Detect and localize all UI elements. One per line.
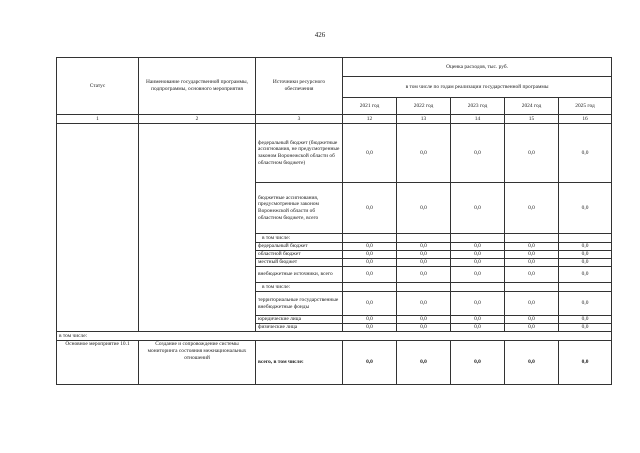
value-cell: 0,0 [505,251,559,259]
header-year: 2024 год [505,98,559,115]
col-number: 1 [57,115,139,124]
column-number-row [57,115,612,124]
source-cell: физические лица [256,324,343,332]
value-cell [559,283,612,292]
header-year: 2022 год [397,98,451,115]
value-cell: 0,0 [505,243,559,251]
value-cell [397,283,451,292]
value-cell: 0,0 [397,251,451,259]
source-cell: территориальные государственные внебюджетные фонды [256,292,343,316]
source-cell: бюджетные ассигнования, предусмотренные законом Воронежской области об областном бюджете, всего [256,183,343,234]
name-cell-empty [139,124,256,332]
value-cell: 0,0 [397,183,451,234]
value-cell: 0,0 [505,341,559,385]
header-name: Наименование государственной программы, подпрограммы, основного мероприятия [139,58,256,115]
header-year: 2021 год [343,98,397,115]
value-cell: 0,0 [451,243,505,251]
subheader-label: в том числе: [57,332,612,341]
source-cell: местный бюджет [256,259,343,267]
value-cell: 0,0 [397,316,451,324]
value-cell: 0,0 [397,292,451,316]
budget-table [56,57,612,385]
value-cell: 0,0 [451,259,505,267]
value-cell: 0,0 [451,341,505,385]
value-cell: 0,0 [505,259,559,267]
header-by-years: в том числе по годам реализации государственной программы [343,77,612,98]
header-source: Источники ресурсного обеспечения [256,58,343,115]
value-cell: 0,0 [451,267,505,283]
value-cell: 0,0 [451,183,505,234]
value-cell: 0,0 [559,251,612,259]
page-number: 426 [314,31,326,39]
value-cell: 0,0 [451,316,505,324]
value-cell: 0,0 [397,324,451,332]
value-cell: 0,0 [559,292,612,316]
status-cell: Основное мероприятие 10.1 [57,341,139,385]
value-cell: 0,0 [559,259,612,267]
value-cell: 0,0 [559,243,612,251]
value-cell: 0,0 [505,324,559,332]
value-cell: 0,0 [343,316,397,324]
value-cell: 0,0 [559,267,612,283]
source-cell: юридические лица [256,316,343,324]
value-cell: 0,0 [397,243,451,251]
header-year: 2025 год [559,98,612,115]
value-cell: 0,0 [559,324,612,332]
value-cell [343,283,397,292]
value-cell: 0,0 [343,341,397,385]
value-cell: 0,0 [343,183,397,234]
header-row-1 [57,58,612,77]
value-cell [343,234,397,243]
value-cell: 0,0 [451,324,505,332]
col-number: 13 [397,115,451,124]
source-cell: областной бюджет [256,251,343,259]
value-cell: 0,0 [451,251,505,259]
value-cell: 0,0 [343,267,397,283]
value-cell [451,283,505,292]
source-cell: всего, в том числе: [256,341,343,385]
source-cell: в том числе: [256,283,343,292]
value-cell [505,234,559,243]
value-cell: 0,0 [343,259,397,267]
value-cell: 0,0 [559,341,612,385]
value-cell: 0,0 [451,124,505,183]
table-row [57,124,612,183]
value-cell [505,283,559,292]
header-estimate: Оценка расходов, тыс. руб. [343,58,612,77]
source-cell: в том числе: [256,234,343,243]
col-number: 3 [256,115,343,124]
value-cell: 0,0 [505,124,559,183]
value-cell: 0,0 [559,183,612,234]
source-cell: федеральный бюджет [256,243,343,251]
value-cell [451,234,505,243]
value-cell [397,234,451,243]
value-cell: 0,0 [343,292,397,316]
value-cell: 0,0 [343,251,397,259]
col-number: 15 [505,115,559,124]
value-cell: 0,0 [397,341,451,385]
value-cell: 0,0 [343,243,397,251]
value-cell: 0,0 [451,292,505,316]
source-cell: внебюджетные источники, всего [256,267,343,283]
col-number: 12 [343,115,397,124]
source-cell: федеральный бюджет (бюджетные ассигнования, не предусмотренные законом Воронежской области об областном бюджете) [256,124,343,183]
value-cell [559,234,612,243]
value-cell: 0,0 [559,124,612,183]
col-number: 2 [139,115,256,124]
value-cell: 0,0 [505,292,559,316]
value-cell: 0,0 [559,316,612,324]
value-cell: 0,0 [397,124,451,183]
table-row [57,341,612,385]
value-cell: 0,0 [343,324,397,332]
value-cell: 0,0 [505,267,559,283]
value-cell: 0,0 [397,267,451,283]
value-cell: 0,0 [343,124,397,183]
col-number: 16 [559,115,612,124]
header-status: Статус [57,58,139,115]
status-cell-empty [57,124,139,332]
value-cell: 0,0 [505,316,559,324]
value-cell: 0,0 [397,259,451,267]
value-cell: 0,0 [505,183,559,234]
subheader-row [57,332,612,341]
col-number: 14 [451,115,505,124]
header-year: 2023 год [451,98,505,115]
name-cell: Создание и сопровождение системы мониторинга состояния межнациональных отношений [139,341,256,385]
